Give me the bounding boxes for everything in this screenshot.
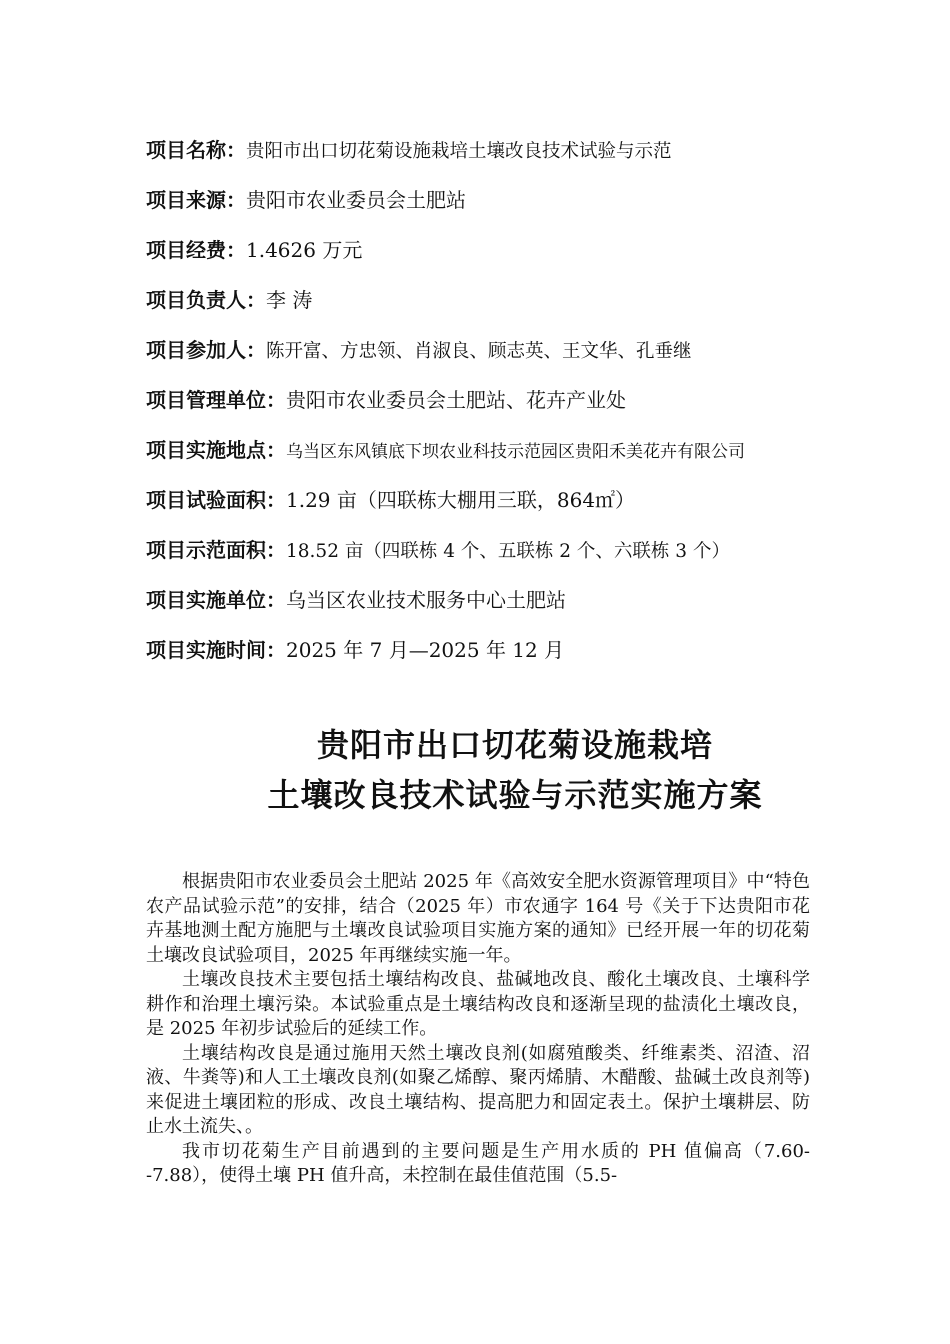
body-paragraph: 根据贵阳市农业委员会土肥站 2025 年《高效安全肥水资源管理项目》中“特色农产品试验示范”的安排，结合（2025 年）市农通字 164 号《关于下达贵阳市花卉基地测土配方施肥与土壤改良试验项目实施方案的通知》已经开展一年的切花菊土壤改良试验项目，2025 年再继续实施一年。 bbox=[146, 871, 810, 966]
info-label: 项目实施时间： bbox=[146, 638, 286, 662]
info-row-funding bbox=[146, 230, 846, 280]
document-body bbox=[146, 870, 810, 1189]
info-row-period bbox=[146, 630, 846, 680]
info-row-trial-area bbox=[146, 480, 846, 530]
info-label: 项目名称： bbox=[146, 138, 246, 162]
info-value: 李 涛 bbox=[266, 288, 313, 312]
body-paragraph: 土壤改良技术主要包括土壤结构改良、盐碱地改良、酸化土壤改良、土壤科学耕作和治理土壤污染。本试验重点是土壤结构改良和逐渐呈现的盐渍化土壤改良，是 2025 年初步试验后的延续工作。 bbox=[146, 969, 810, 1039]
info-row-name bbox=[146, 130, 846, 180]
info-label: 项目示范面积： bbox=[146, 538, 286, 562]
body-paragraph: 我市切花菊生产目前遇到的主要问题是生产用水质的 PH 值偏高（7.60--7.88），使得土壤 PH 值升高，未控制在最佳值范围（5.5- bbox=[146, 1140, 810, 1186]
body-paragraph: 土壤结构改良是通过施用天然土壤改良剂(如腐殖酸类、纤维素类、沼渣、沼液、牛粪等)和人工土壤改良剂(如聚乙烯醇、聚丙烯腈、木醋酸、盐碱土改良剂等)来促进土壤团粒的形成、改良土壤结构、提高肥力和固定表土。保护土壤耕层、防止水土流失、。 bbox=[146, 1042, 810, 1137]
info-row-participants bbox=[146, 330, 846, 380]
info-value: 18.52 亩（四联栋 4 个、五联栋 2 个、六联栋 3 个） bbox=[286, 541, 730, 562]
info-label: 项目经费： bbox=[146, 238, 246, 262]
info-value: 1.4626 万元 bbox=[246, 238, 363, 262]
info-row-management bbox=[146, 380, 846, 430]
info-row-location bbox=[146, 430, 846, 480]
info-value: 2025 年 7 月—2025 年 12 月 bbox=[286, 638, 565, 662]
info-row-demo-area bbox=[146, 530, 846, 580]
info-label: 项目实施地点： bbox=[146, 438, 286, 462]
info-row-implementer bbox=[146, 580, 846, 630]
info-label: 项目管理单位： bbox=[146, 388, 286, 412]
info-label: 项目来源： bbox=[146, 188, 246, 212]
info-value: 乌当区东风镇底下坝农业科技示范园区贵阳禾美花卉有限公司 bbox=[286, 442, 745, 462]
info-value: 乌当区农业技术服务中心土肥站 bbox=[286, 588, 566, 612]
info-value: 1.29 亩（四联栋大棚用三联，864㎡） bbox=[286, 488, 636, 512]
info-label: 项目参加人： bbox=[146, 338, 266, 362]
info-label: 项目实施单位： bbox=[146, 588, 286, 612]
title-line-2: 土壤改良技术试验与示范实施方案 bbox=[267, 776, 763, 814]
title-line-1: 贵阳市出口切花菊设施栽培 bbox=[316, 726, 713, 764]
info-value: 贵阳市农业委员会土肥站、花卉产业处 bbox=[286, 388, 626, 412]
info-label: 项目试验面积： bbox=[146, 488, 286, 512]
info-row-leader bbox=[146, 280, 846, 330]
document-title bbox=[0, 720, 950, 820]
project-info-list bbox=[146, 130, 846, 680]
info-value: 贵阳市出口切花菊设施栽培土壤改良技术试验与示范 bbox=[246, 141, 672, 162]
info-label: 项目负责人： bbox=[146, 288, 266, 312]
info-row-source bbox=[146, 180, 846, 230]
info-value: 陈开富、方忠领、肖淑良、顾志英、王文华、孔垂继 bbox=[266, 341, 692, 362]
info-value: 贵阳市农业委员会土肥站 bbox=[246, 188, 466, 212]
